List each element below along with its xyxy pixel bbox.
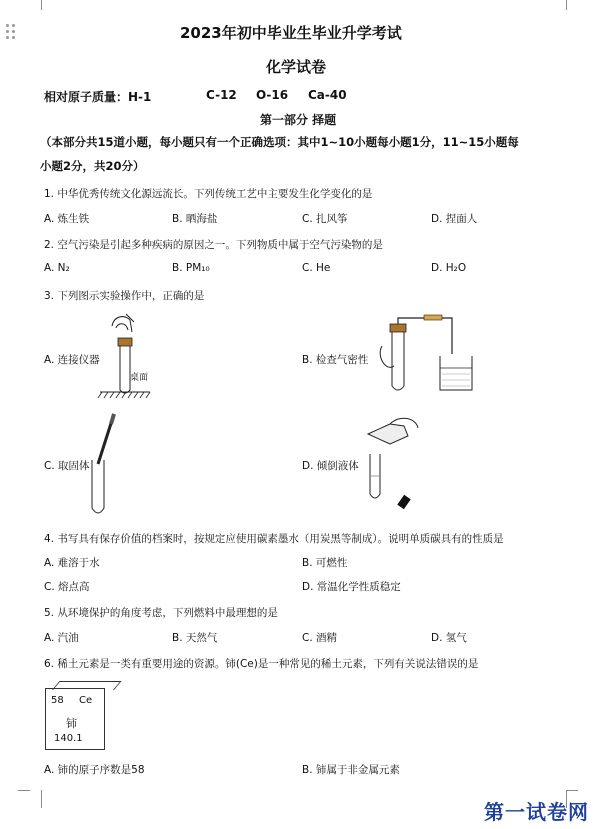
q2-option-a: A. N₂ xyxy=(44,262,70,274)
q5-option-a: A. 汽油 xyxy=(44,632,79,644)
corner-mark-bottom-left-h xyxy=(18,790,30,791)
q3-option-a: A. 连接仪器 xyxy=(44,354,100,366)
element-card-cerium xyxy=(45,688,105,750)
q1-option-b: B. 晒海盐 xyxy=(172,213,218,225)
figure-b-check-airtightness xyxy=(380,316,490,396)
q2-option-c: C. He xyxy=(302,262,331,274)
element-symbol: Ce xyxy=(79,695,93,706)
q6-option-b: B. 铈属于非金属元素 xyxy=(302,764,400,776)
exam-subject: 化学试卷 xyxy=(266,58,327,76)
q3-option-b: B. 检查气密性 xyxy=(302,354,369,366)
figure-a-desk-label: 桌面 xyxy=(130,373,149,383)
part1-heading: 第一部分 择题 xyxy=(260,113,337,127)
q1-option-c: C. 扎风筝 xyxy=(302,213,348,225)
question-6-stem: 6. 稀土元素是一类有重要用途的资源。铈(Ce)是一种常见的稀土元素，下列有关说法错误的是 xyxy=(44,658,479,670)
q1-option-a: A. 炼生铁 xyxy=(44,213,90,225)
q4-option-d: D. 常温化学性质稳定 xyxy=(302,581,401,593)
corner-mark-bottom-right-h xyxy=(566,790,578,791)
question-4-stem: 4. 书写具有保存价值的档案时，按规定应使用碳素墨水（用炭黑等制成）。说明单质碳具有的性质是 xyxy=(44,533,504,545)
q4-option-a: A. 难溶于水 xyxy=(44,557,100,569)
q3-option-c: C. 取固体 xyxy=(44,460,90,472)
q3-option-d: D. 倾倒液体 xyxy=(302,460,359,472)
question-1-stem: 1. 中华优秀传统文化源远流长。下列传统工艺中主要发生化学变化的是 xyxy=(44,188,373,200)
figure-d-pour-liquid xyxy=(360,414,430,510)
q4-option-b: B. 可燃性 xyxy=(302,557,348,569)
corner-mark-bottom-left xyxy=(30,790,42,808)
corner-mark-top-left xyxy=(30,0,42,10)
element-name: 铈 xyxy=(66,717,77,730)
atomic-mass-ca: Ca-40 xyxy=(308,88,347,102)
figure-a-connect-apparatus xyxy=(100,312,160,402)
exam-title: 2023年初中毕业生毕业升学考试 xyxy=(180,24,402,42)
q2-option-b: B. PM₁₀ xyxy=(172,262,210,274)
question-2-stem: 2. 空气污染是引起多种疾病的原因之一。下列物质中属于空气污染物的是 xyxy=(44,239,383,251)
site-watermark: 第一试卷网 xyxy=(484,800,589,824)
element-atomic-number: 58 xyxy=(51,695,64,706)
q4-option-c: C. 熔点高 xyxy=(44,581,90,593)
q6-option-a: A. 铈的原子序数是58 xyxy=(44,764,145,776)
question-5-stem: 5. 从环境保护的角度考虑，下列燃料中最理想的是 xyxy=(44,607,278,619)
question-3-stem: 3. 下列图示实验操作中，正确的是 xyxy=(44,290,205,302)
atomic-mass-label: 相对原子质量：H-1 xyxy=(44,90,152,104)
q1-option-d: D. 捏面人 xyxy=(431,213,478,225)
q5-option-b: B. 天然气 xyxy=(172,632,218,644)
element-atomic-mass: 140.1 xyxy=(54,733,83,744)
q5-option-d: D. 氢气 xyxy=(431,632,467,644)
corner-mark-top-right xyxy=(566,0,578,10)
drag-handle-icon[interactable] xyxy=(6,24,18,40)
atomic-mass-c: C-12 xyxy=(206,88,237,102)
atomic-mass-o: O-16 xyxy=(256,88,289,102)
instructions-line1: （本部分共15道小题，每小题只有一个正确选项：其中1~10小题每小题1分，11~15小题每 xyxy=(40,135,519,149)
instructions-line2: 小题2分，共20分） xyxy=(40,159,145,173)
q5-option-c: C. 酒精 xyxy=(302,632,338,644)
q2-option-d: D. H₂O xyxy=(431,262,467,274)
figure-c-take-solid xyxy=(88,412,128,518)
